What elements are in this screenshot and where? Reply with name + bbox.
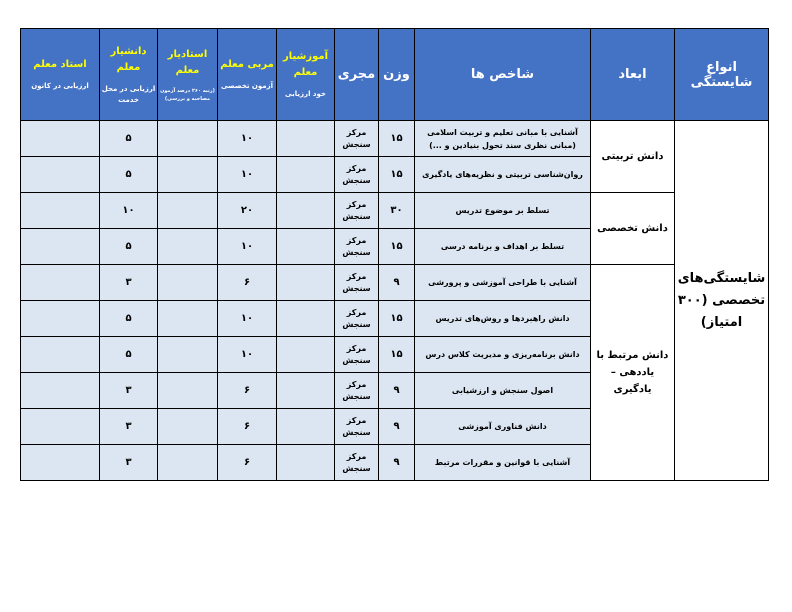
indicator-cell: آشنایی با مبانی تعلیم و تربیت اسلامی (مبانی نظری سند تحول بنیادین و ...) — [415, 121, 591, 157]
indicator-cell: آشنایی با قوانین و مقررات مرتبط — [415, 445, 591, 481]
header-row — [21, 29, 769, 121]
daneshyar-cell: ۳ — [100, 445, 158, 481]
weight-cell: ۹ — [379, 373, 415, 409]
moraby-cell: ۱۰ — [218, 301, 277, 337]
weight-cell: ۱۵ — [379, 301, 415, 337]
daneshyar-cell: ۳ — [100, 265, 158, 301]
role-title: مربی معلم — [220, 59, 274, 70]
role-sub: ارزیابی در کانون — [31, 82, 89, 90]
amoozeshyar-cell — [277, 373, 335, 409]
ostad-cell — [21, 193, 100, 229]
dimension-cell: دانش مرتبط با یاددهی – یادگیری — [591, 265, 675, 481]
amoozeshyar-cell — [277, 157, 335, 193]
amoozeshyar-cell — [277, 445, 335, 481]
header-role-amoozeshyar — [277, 29, 335, 121]
amoozeshyar-cell — [277, 265, 335, 301]
ostad-cell — [21, 445, 100, 481]
role-title: دانشیار معلم — [110, 45, 147, 73]
daneshyar-cell: ۵ — [100, 121, 158, 157]
ostadyar-cell — [158, 409, 218, 445]
moraby-cell: ۱۰ — [218, 157, 277, 193]
ostad-cell — [21, 409, 100, 445]
role-sub: خود ارزیابی — [285, 90, 326, 98]
dimension-cell: دانش تربیتی — [591, 121, 675, 193]
moraby-cell: ۶ — [218, 373, 277, 409]
amoozeshyar-cell — [277, 229, 335, 265]
moraby-cell: ۶ — [218, 445, 277, 481]
daneshyar-cell: ۵ — [100, 157, 158, 193]
indicator-cell: اصول سنجش و ارزشیابی — [415, 373, 591, 409]
executor-cell: مرکز سنجش — [335, 337, 379, 373]
weight-cell: ۹ — [379, 265, 415, 301]
indicator-cell: دانش برنامه‌ریزی و مدیریت کلاس درس — [415, 337, 591, 373]
moraby-cell: ۱۰ — [218, 337, 277, 373]
indicator-cell: آشنایی با طراحی آموزشی و پرورشی — [415, 265, 591, 301]
ostad-cell — [21, 301, 100, 337]
amoozeshyar-cell — [277, 409, 335, 445]
executor-cell: مرکز سنجش — [335, 409, 379, 445]
ostadyar-cell — [158, 121, 218, 157]
header-indicators: شاخص ها — [415, 29, 591, 121]
moraby-cell: ۱۰ — [218, 229, 277, 265]
ostad-cell — [21, 157, 100, 193]
table-row — [21, 121, 769, 157]
ostad-cell — [21, 121, 100, 157]
header-role-moraby — [218, 29, 277, 121]
daneshyar-cell: ۳ — [100, 409, 158, 445]
daneshyar-cell: ۵ — [100, 229, 158, 265]
indicator-cell: تسلط بر موضوع تدریس — [415, 193, 591, 229]
ostadyar-cell — [158, 337, 218, 373]
moraby-cell: ۶ — [218, 409, 277, 445]
role-title: استاد معلم — [33, 59, 87, 70]
ostad-cell — [21, 265, 100, 301]
amoozeshyar-cell — [277, 193, 335, 229]
header-weight: وزن — [379, 29, 415, 121]
ostad-cell — [21, 229, 100, 265]
header-competency-type: انواع شایستگی — [675, 29, 769, 121]
header-dimensions: ابعاد — [591, 29, 675, 121]
moraby-cell: ۱۰ — [218, 121, 277, 157]
competency-table — [20, 28, 769, 481]
weight-cell: ۳۰ — [379, 193, 415, 229]
weight-cell: ۹ — [379, 445, 415, 481]
table-row — [21, 193, 769, 229]
table-row — [21, 265, 769, 301]
role-sub: (رتبه ۲۶۰ درصد آزمون مصاحبه و بررسی) — [160, 87, 215, 102]
ostad-cell — [21, 337, 100, 373]
role-sub: ارزیابی در محل خدمت — [101, 84, 156, 104]
header-role-ostad — [21, 29, 100, 121]
executor-cell: مرکز سنجش — [335, 301, 379, 337]
ostadyar-cell — [158, 157, 218, 193]
amoozeshyar-cell — [277, 121, 335, 157]
ostadyar-cell — [158, 301, 218, 337]
daneshyar-cell: ۵ — [100, 337, 158, 373]
ostadyar-cell — [158, 265, 218, 301]
role-title: استادیار معلم — [167, 48, 208, 76]
amoozeshyar-cell — [277, 301, 335, 337]
indicator-cell: روان‌شناسی تربیتی و نظریه‌های یادگیری — [415, 157, 591, 193]
competency-type-cell: شایستگی‌های تخصصی (۳۰۰ امتیاز) — [675, 121, 769, 481]
role-sub: آزمون تخصصی — [220, 82, 274, 90]
header-role-daneshyar — [100, 29, 158, 121]
ostadyar-cell — [158, 373, 218, 409]
dimension-cell: دانش تخصصی — [591, 193, 675, 265]
role-title: آموزشیار معلم — [282, 51, 329, 78]
header-role-ostadyar — [158, 29, 218, 121]
ostadyar-cell — [158, 229, 218, 265]
executor-cell: مرکز سنجش — [335, 373, 379, 409]
weight-cell: ۹ — [379, 409, 415, 445]
moraby-cell: ۶ — [218, 265, 277, 301]
weight-cell: ۱۵ — [379, 337, 415, 373]
indicator-cell: دانش فناوری آموزشی — [415, 409, 591, 445]
daneshyar-cell: ۵ — [100, 301, 158, 337]
amoozeshyar-cell — [277, 337, 335, 373]
executor-cell: مرکز سنجش — [335, 445, 379, 481]
executor-cell: مرکز سنجش — [335, 265, 379, 301]
executor-cell: مرکز سنجش — [335, 157, 379, 193]
weight-cell: ۱۵ — [379, 229, 415, 265]
indicator-cell: دانش راهبردها و روش‌های تدریس — [415, 301, 591, 337]
indicator-cell: تسلط بر اهداف و برنامه درسی — [415, 229, 591, 265]
executor-cell: مرکز سنجش — [335, 121, 379, 157]
executor-cell: مرکز سنجش — [335, 229, 379, 265]
daneshyar-cell: ۱۰ — [100, 193, 158, 229]
moraby-cell: ۲۰ — [218, 193, 277, 229]
header-executor: مجری — [335, 29, 379, 121]
ostad-cell — [21, 373, 100, 409]
competency-sheet — [20, 28, 768, 482]
weight-cell: ۱۵ — [379, 121, 415, 157]
executor-cell: مرکز سنجش — [335, 193, 379, 229]
ostadyar-cell — [158, 193, 218, 229]
weight-cell: ۱۵ — [379, 157, 415, 193]
daneshyar-cell: ۳ — [100, 373, 158, 409]
ostadyar-cell — [158, 445, 218, 481]
